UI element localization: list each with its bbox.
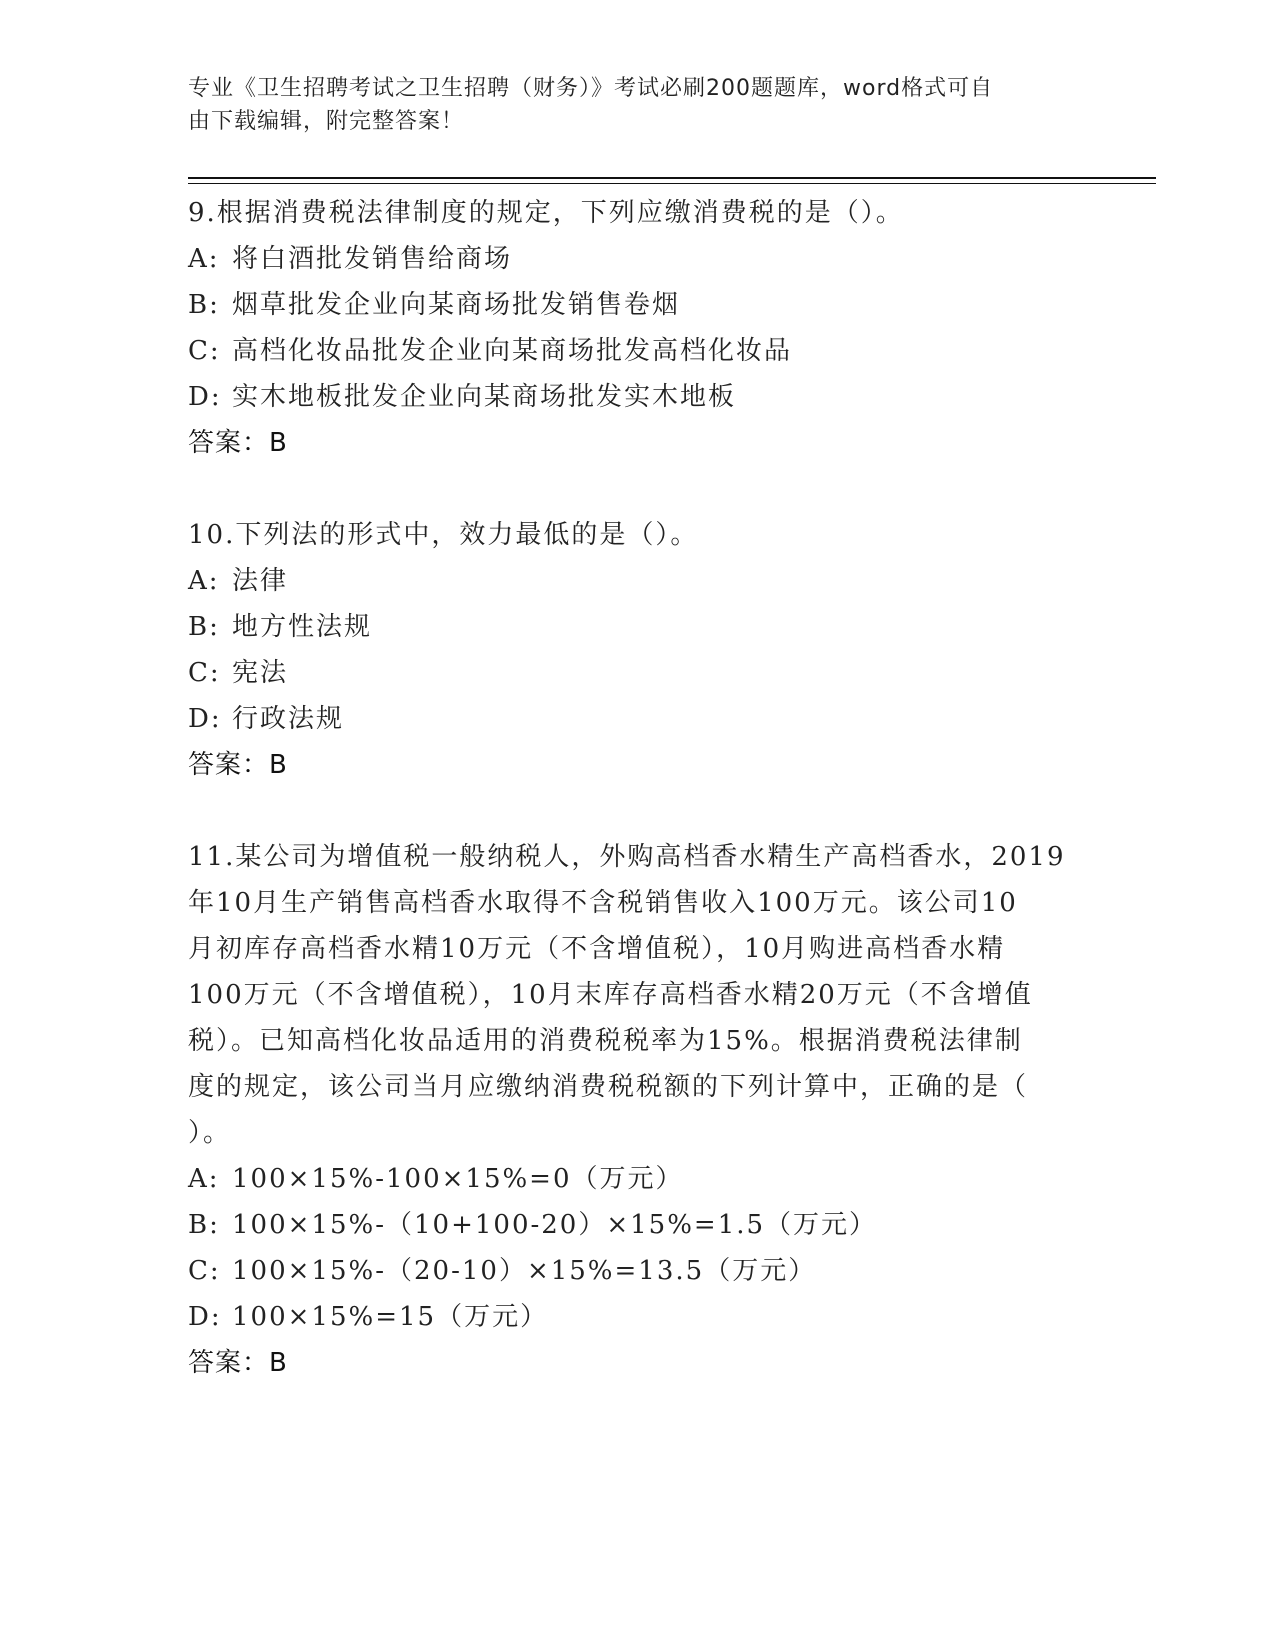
header-line-1: 专业《卫生招聘考试之卫生招聘（财务）》考试必刷200题题库，word格式可自: [188, 76, 994, 101]
question-10: [188, 512, 1088, 788]
answer-line: 答案：B: [188, 1348, 288, 1378]
option-d: [188, 696, 1088, 742]
option-d: [188, 374, 1088, 420]
option-c: [188, 650, 1088, 696]
option-text: 实木地板批发企业向某商场批发实木地板: [232, 382, 737, 412]
question-9: [188, 190, 1088, 466]
spacer: [188, 466, 1088, 512]
stem-line: ）。: [188, 1118, 232, 1148]
option-text: 100×15%-（20-10）×15%=13.5（万元）: [232, 1256, 817, 1286]
stem-line: 11.某公司为增值税一般纳税人，外购高档香水精生产高档香水，2019: [188, 842, 1066, 872]
header-line-2: 由下载编辑，附完整答案！: [188, 109, 465, 134]
option-a: [188, 558, 1088, 604]
stem-line: 100万元（不含增值税），10月末库存高档香水精20万元（不含增值: [188, 980, 1033, 1010]
option-key: D:: [188, 1302, 222, 1332]
stem-line: 税）。已知高档化妆品适用的消费税税率为15%。根据消费税法律制: [188, 1026, 1023, 1056]
option-b: [188, 1202, 1088, 1248]
question-stem: [188, 834, 1088, 1156]
option-c: [188, 328, 1088, 374]
option-text: 地方性法规: [232, 612, 373, 642]
option-text: 100×15%=15（万元）: [232, 1302, 549, 1332]
option-a: [188, 1156, 1088, 1202]
option-key: B:: [188, 1210, 220, 1240]
option-c: [188, 1248, 1088, 1294]
stem-line: 度的规定，该公司当月应缴纳消费税税额的下列计算中，正确的是（: [188, 1072, 1029, 1102]
option-text: 宪法: [232, 658, 289, 688]
option-key: B:: [188, 290, 220, 320]
option-key: D:: [188, 704, 222, 734]
option-key: A:: [188, 566, 220, 596]
option-key: D:: [188, 382, 222, 412]
answer-line: 答案：B: [188, 750, 288, 780]
option-text: 将白酒批发销售给商场: [232, 244, 513, 274]
header-divider-thin: [188, 183, 1156, 184]
option-key: C:: [188, 658, 221, 688]
question-stem: 9.根据消费税法律制度的规定，下列应缴消费税的是（）。: [188, 198, 904, 228]
option-d: [188, 1294, 1088, 1340]
option-a: [188, 236, 1088, 282]
option-key: C:: [188, 336, 221, 366]
option-text: 100×15%-（10+100-20）×15%=1.5（万元）: [232, 1210, 878, 1240]
document-header: [188, 72, 1068, 138]
option-b: [188, 604, 1088, 650]
option-text: 行政法规: [232, 704, 345, 734]
stem-line: 年10月生产销售高档香水取得不含税销售收入100万元。该公司10: [188, 888, 1018, 918]
option-text: 高档化妆品批发企业向某商场批发高档化妆品: [232, 336, 793, 366]
option-text: 100×15%-100×15%=0（万元）: [232, 1164, 684, 1194]
option-text: 烟草批发企业向某商场批发销售卷烟: [232, 290, 681, 320]
answer-line: 答案：B: [188, 428, 288, 458]
question-list: [188, 190, 1088, 1386]
option-key: A:: [188, 1164, 220, 1194]
header-divider-thick: [188, 177, 1156, 179]
option-key: C:: [188, 1256, 221, 1286]
question-stem: 10.下列法的形式中，效力最低的是（）。: [188, 520, 699, 550]
option-key: A:: [188, 244, 220, 274]
option-key: B:: [188, 612, 220, 642]
spacer: [188, 788, 1088, 834]
stem-line: 月初库存高档香水精10万元（不含增值税），10月购进高档香水精: [188, 934, 1006, 964]
question-11: [188, 834, 1088, 1386]
option-text: 法律: [232, 566, 289, 596]
option-b: [188, 282, 1088, 328]
